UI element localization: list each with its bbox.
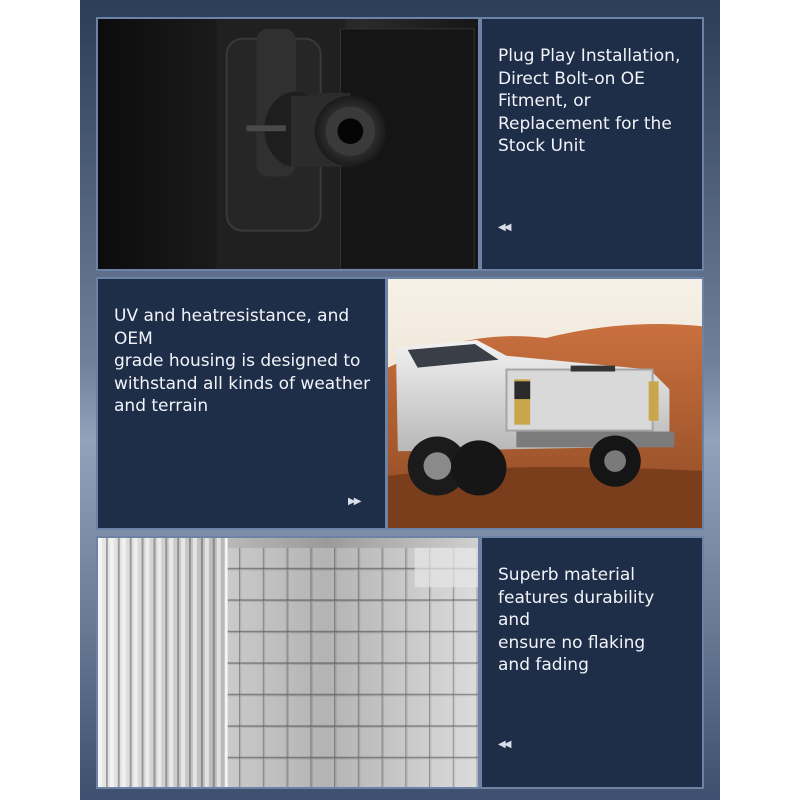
feature-panel-material	[480, 536, 704, 789]
pickup-truck-desert-photo	[386, 277, 704, 530]
clear-lens-closeup-photo	[96, 536, 480, 789]
feature-text: UV and heatresistance, and OEM grade housing is designed to withstand all kinds of weather and terrain	[114, 306, 371, 416]
background-frame	[80, 0, 720, 800]
feature-text: Superb material features durability and ensure no flaking and fading	[498, 565, 655, 675]
forward-arrows-icon: ▶▶	[348, 496, 360, 507]
feature-text: Plug Play Installation, Direct Bolt-on OE Fitment, or Replacement for the Stock Unit	[498, 46, 681, 156]
mounting-bolt-photo	[96, 17, 480, 271]
rewind-arrows-icon: ◀◀	[498, 222, 510, 233]
feature-panel-resistance	[96, 277, 387, 530]
rewind-arrows-icon: ◀◀	[498, 739, 510, 750]
feature-panel-installation	[480, 17, 704, 271]
